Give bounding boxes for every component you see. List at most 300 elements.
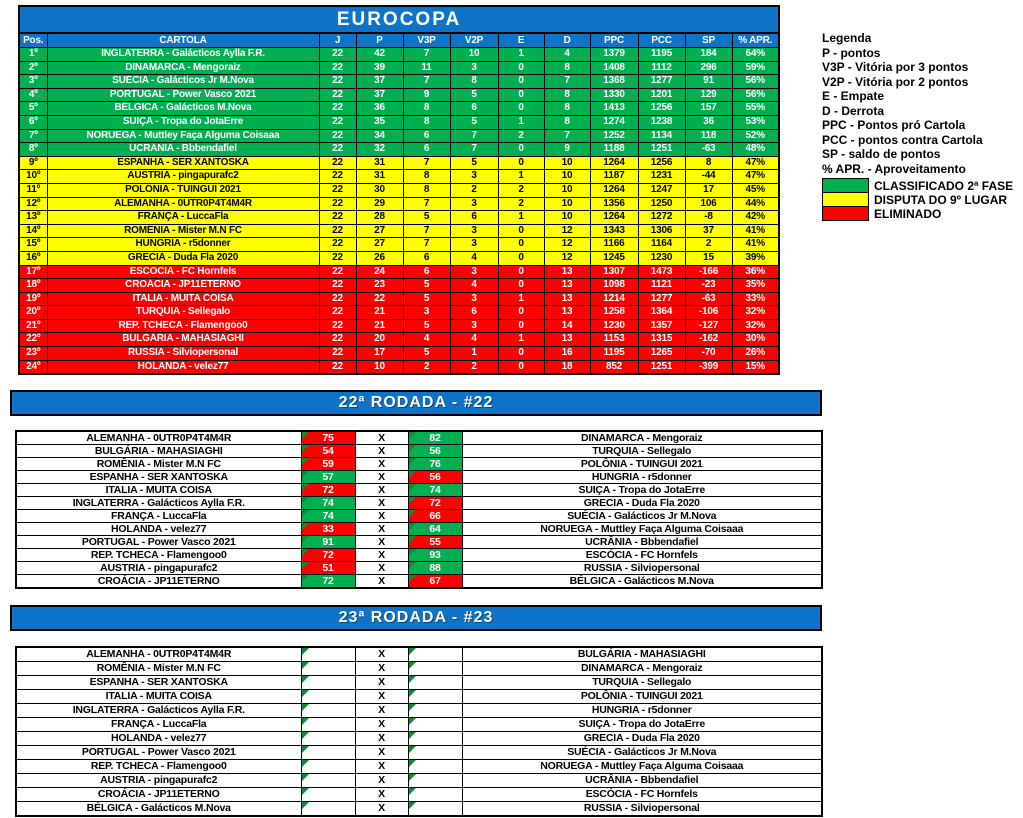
home-score-cell-empty [301,676,355,690]
apr-percent-cell: 39% [732,251,779,265]
versus-cell: X [355,690,408,704]
games-cell: 22 [319,333,356,347]
losses-cell: 14 [544,319,590,333]
team-cell: INGLATERRA - Galácticos Aylla F.R. [47,48,319,62]
match-row [16,523,822,536]
points-cell: 35 [356,115,403,129]
ppc-cell: 1343 [590,224,638,238]
home-score-cell-empty [301,662,355,676]
standings-row [19,48,779,62]
points-cell: 30 [356,183,403,197]
v2p-cell: 3 [450,170,498,184]
sp-cell: 91 [685,75,732,89]
legend-item: PPC - Pontos pró Cartola [822,118,966,132]
games-cell: 22 [319,238,356,252]
draws-cell: 0 [498,279,544,293]
versus-cell: X [355,562,408,575]
legend [822,31,1013,221]
position-cell: 20º [19,306,47,320]
home-team-cell: PORTUGAL - Power Vasco 2021 [16,536,301,549]
cell-note-triangle-icon [409,746,416,753]
away-score-cell [408,536,462,549]
games-cell: 22 [319,197,356,211]
apr-percent-cell: 48% [732,143,779,157]
games-cell: 22 [319,347,356,361]
home-score-cell-empty [301,690,355,704]
position-cell: 5º [19,102,47,116]
cell-note-triangle-icon [302,484,309,491]
standings-row [19,75,779,89]
away-team-cell: UCRÂNIA - Bbbendafiel [462,774,822,788]
v3p-cell: 6 [403,143,450,157]
away-score-value: 67 [429,575,441,587]
position-cell: 17º [19,265,47,279]
standings-row [19,197,779,211]
cell-note-triangle-icon [302,690,309,697]
match-row [16,536,822,549]
legend-zone-row [822,206,1013,221]
sp-cell: 296 [685,61,732,75]
zone-label: ELIMINADO [874,206,942,221]
losses-cell: 4 [544,48,590,62]
points-cell: 24 [356,265,403,279]
cell-note-triangle-icon [409,471,416,478]
col-header-pos: Pos. [19,33,47,48]
points-cell: 31 [356,156,403,170]
v2p-cell: 7 [450,129,498,143]
team-cell: DINAMARCA - Mengoraiz [47,61,319,75]
home-team-cell: BULGÁRIA - MAHASIAGHI [16,445,301,458]
pcc-cell: 1195 [638,48,685,62]
away-score-value: 64 [429,523,441,535]
pcc-cell: 1251 [638,143,685,157]
position-cell: 3º [19,75,47,89]
away-score-value: 56 [429,445,441,457]
points-cell: 29 [356,197,403,211]
games-cell: 22 [319,115,356,129]
standings-row [19,88,779,102]
ppc-cell: 1230 [590,319,638,333]
position-cell: 8º [19,143,47,157]
home-team-cell: CROÁCIA - JP11ETERNO [16,575,301,589]
away-team-cell: HUNGRIA - r5donner [462,471,822,484]
home-score-value: 74 [322,497,334,509]
round22-table [15,430,823,589]
away-team-cell: RUSSIA - Silviopersonal [462,562,822,575]
match-row [16,704,822,718]
apr-percent-cell: 52% [732,129,779,143]
cell-note-triangle-icon [302,536,309,543]
sp-cell: 129 [685,88,732,102]
standings-row [19,224,779,238]
versus-cell: X [355,760,408,774]
v3p-cell: 5 [403,319,450,333]
versus-cell: X [355,575,408,589]
cell-note-triangle-icon [409,484,416,491]
ppc-cell: 1264 [590,211,638,225]
home-score-value: 74 [322,510,334,522]
cell-note-triangle-icon [302,562,309,569]
home-score-cell-empty [301,802,355,817]
draws-cell: 0 [498,156,544,170]
position-cell: 2º [19,61,47,75]
v3p-cell: 2 [403,360,450,374]
pcc-cell: 1250 [638,197,685,211]
cell-note-triangle-icon [302,788,309,795]
zone-label: CLASSIFICADO 2ª FASE [874,178,1014,193]
cell-note-triangle-icon [302,774,309,781]
home-score-cell [301,562,355,575]
points-cell: 22 [356,292,403,306]
games-cell: 22 [319,211,356,225]
standings-row [19,292,779,306]
away-score-cell-empty [408,690,462,704]
draws-cell: 0 [498,360,544,374]
sp-cell: 37 [685,224,732,238]
position-cell: 19º [19,292,47,306]
match-row [16,647,822,662]
standings-row [19,265,779,279]
position-cell: 4º [19,88,47,102]
losses-cell: 10 [544,170,590,184]
points-cell: 42 [356,48,403,62]
legend-zone-row [822,178,1013,193]
col-header-pcc: PCC [638,33,685,48]
points-cell: 34 [356,129,403,143]
home-score-cell-empty [301,732,355,746]
games-cell: 22 [319,102,356,116]
pcc-cell: 1265 [638,347,685,361]
draws-cell: 1 [498,211,544,225]
sp-cell: -162 [685,333,732,347]
sp-cell: 106 [685,197,732,211]
home-score-value: 59 [322,458,334,470]
v2p-cell: 3 [450,224,498,238]
team-cell: GRECIA - Duda Fla 2020 [47,251,319,265]
apr-percent-cell: 56% [732,88,779,102]
position-cell: 18º [19,279,47,293]
cell-note-triangle-icon [302,549,309,556]
v3p-cell: 8 [403,102,450,116]
pcc-cell: 1277 [638,292,685,306]
sp-cell: -63 [685,292,732,306]
col-header-p: P [356,33,403,48]
losses-cell: 13 [544,333,590,347]
away-score-cell-empty [408,676,462,690]
away-score-cell [408,510,462,523]
home-score-cell [301,575,355,589]
col-header-ppc: PPC [590,33,638,48]
draws-cell: 0 [498,319,544,333]
cell-note-triangle-icon [409,788,416,795]
cell-note-triangle-icon [409,718,416,725]
apr-percent-cell: 35% [732,279,779,293]
losses-cell: 10 [544,156,590,170]
cell-note-triangle-icon [409,802,416,809]
match-row [16,458,822,471]
cell-note-triangle-icon [409,562,416,569]
points-cell: 36 [356,102,403,116]
home-team-cell: BÉLGICA - Galácticos M.Nova [16,802,301,817]
home-score-cell-empty [301,788,355,802]
col-header-cartola: CARTOLA [47,33,319,48]
v2p-cell: 6 [450,102,498,116]
away-team-cell: UCRÂNIA - Bbbendafiel [462,536,822,549]
draws-cell: 2 [498,197,544,211]
cell-note-triangle-icon [302,802,309,809]
ppc-cell: 1195 [590,347,638,361]
legend-zone-row [822,192,1013,207]
cell-note-triangle-icon [302,575,309,582]
standings-row [19,115,779,129]
away-score-value: 93 [429,549,441,561]
legend-item: D - Derrota [822,103,885,118]
v2p-cell: 1 [450,347,498,361]
apr-percent-cell: 41% [732,224,779,238]
team-cell: UCRÂNIA - Bbbendafiel [47,143,319,157]
home-score-value: 57 [322,471,334,483]
match-row [16,575,822,589]
v2p-cell: 8 [450,75,498,89]
away-score-cell-empty [408,718,462,732]
home-score-value: 54 [322,445,334,457]
cell-note-triangle-icon [302,732,309,739]
position-cell: 14º [19,224,47,238]
team-cell: ESPANHA - SER XANTOSKA [47,156,319,170]
games-cell: 22 [319,279,356,293]
apr-percent-cell: 53% [732,115,779,129]
legend-item: % APR. - Aproveitamento [822,161,966,176]
standings-header-row [19,33,779,48]
home-score-cell [301,458,355,471]
col-header-d: D [544,33,590,48]
losses-cell: 8 [544,61,590,75]
draws-cell: 0 [498,224,544,238]
standings-row [19,183,779,197]
legend-title: Legenda [822,31,872,45]
team-cell: BULGÁRIA - MAHASIAGHI [47,333,319,347]
position-cell: 22º [19,333,47,347]
match-row [16,788,822,802]
zone-label: DISPUTA DO 9º LUGAR [874,192,1008,207]
versus-cell: X [355,774,408,788]
ppc-cell: 1187 [590,170,638,184]
standings-table [18,5,780,375]
cell-note-triangle-icon [409,662,416,669]
ppc-cell: 1330 [590,88,638,102]
points-cell: 26 [356,251,403,265]
apr-percent-cell: 64% [732,48,779,62]
apr-percent-cell: 55% [732,102,779,116]
standings-row [19,211,779,225]
v3p-cell: 7 [403,48,450,62]
team-cell: POLÔNIA - TUINGUI 2021 [47,183,319,197]
standings-row [19,347,779,361]
away-team-cell: DINAMARCA - Mengoraiz [462,662,822,676]
cell-note-triangle-icon [409,648,416,655]
home-score-cell-empty [301,647,355,662]
home-team-cell: REP. TCHECA - Flamengoo0 [16,760,301,774]
cell-note-triangle-icon [302,523,309,530]
losses-cell: 8 [544,115,590,129]
match-row [16,510,822,523]
draws-cell: 1 [498,333,544,347]
team-cell: HUNGRIA - r5donner [47,238,319,252]
cell-note-triangle-icon [302,497,309,504]
col-header-apr: % APR. [732,33,779,48]
points-cell: 21 [356,306,403,320]
losses-cell: 8 [544,102,590,116]
v2p-cell: 3 [450,292,498,306]
versus-cell: X [355,802,408,817]
cell-note-triangle-icon [302,676,309,683]
team-cell: ITALIA - MUITA COISA [47,292,319,306]
position-cell: 23º [19,347,47,361]
sp-cell: -106 [685,306,732,320]
draws-cell: 0 [498,265,544,279]
col-header-sp: SP [685,33,732,48]
team-cell: REP. TCHECA - Flamengoo0 [47,319,319,333]
cell-note-triangle-icon [409,690,416,697]
sp-cell: -166 [685,265,732,279]
team-cell: HOLANDA - velez77 [47,360,319,374]
home-team-cell: ITALIA - MUITA COISA [16,690,301,704]
home-team-cell: FRANÇA - LuccaFla [16,718,301,732]
ppc-cell: 1258 [590,306,638,320]
round22-title: 22ª RODADA - #22 [338,394,494,411]
v3p-cell: 7 [403,224,450,238]
cell-note-triangle-icon [409,676,416,683]
home-team-cell: ALEMANHA - 0UTR0P4T4M4R [16,431,301,445]
v3p-cell: 8 [403,170,450,184]
apr-percent-cell: 56% [732,75,779,89]
sp-cell: 36 [685,115,732,129]
away-score-cell [408,562,462,575]
away-team-cell: SUIÇA - Tropa do JotaErre [462,484,822,497]
v2p-cell: 2 [450,183,498,197]
home-score-value: 51 [322,562,334,574]
match-row [16,497,822,510]
home-team-cell: ESPANHA - SER XANTOSKA [16,471,301,484]
position-cell: 11º [19,183,47,197]
ppc-cell: 852 [590,360,638,374]
match-row [16,802,822,817]
home-team-cell: REP. TCHECA - Flamengoo0 [16,549,301,562]
away-team-cell: DINAMARCA - Mengoraiz [462,431,822,445]
home-team-cell: FRANÇA - LuccaFla [16,510,301,523]
away-team-cell: POLÔNIA - TUINGUI 2021 [462,690,822,704]
home-score-cell [301,549,355,562]
away-score-cell [408,458,462,471]
v2p-cell: 6 [450,211,498,225]
match-row [16,484,822,497]
home-score-cell [301,523,355,536]
sp-cell: -127 [685,319,732,333]
home-score-cell [301,510,355,523]
home-team-cell: ROMÊNIA - Mister M.N FC [16,458,301,471]
games-cell: 22 [319,183,356,197]
v2p-cell: 2 [450,360,498,374]
ppc-cell: 1307 [590,265,638,279]
draws-cell: 0 [498,75,544,89]
cell-note-triangle-icon [409,536,416,543]
round22-banner [10,390,822,416]
losses-cell: 16 [544,347,590,361]
sp-cell: -399 [685,360,732,374]
v3p-cell: 5 [403,292,450,306]
home-team-cell: CROÁCIA - JP11ETERNO [16,788,301,802]
versus-cell: X [355,497,408,510]
pcc-cell: 1315 [638,333,685,347]
points-cell: 17 [356,347,403,361]
versus-cell: X [355,732,408,746]
home-score-value: 72 [322,575,334,587]
cell-note-triangle-icon [409,704,416,711]
away-score-cell [408,445,462,458]
away-score-cell [408,471,462,484]
cell-note-triangle-icon [409,432,416,439]
standings-row [19,143,779,157]
pcc-cell: 1277 [638,75,685,89]
v2p-cell: 5 [450,115,498,129]
team-cell: AUSTRIA - pingapurafc2 [47,170,319,184]
pcc-cell: 1230 [638,251,685,265]
legend-item: PCC - pontos contra Cartola [822,132,983,147]
apr-percent-cell: 36% [732,265,779,279]
position-cell: 15º [19,238,47,252]
games-cell: 22 [319,129,356,143]
match-row [16,562,822,575]
home-team-cell: ROMÊNIA - Mister M.N FC [16,662,301,676]
cell-note-triangle-icon [302,662,309,669]
pcc-cell: 1364 [638,306,685,320]
apr-percent-cell: 32% [732,306,779,320]
points-cell: 21 [356,319,403,333]
v3p-cell: 7 [403,75,450,89]
col-header-v2p: V2P [450,33,498,48]
versus-cell: X [355,549,408,562]
team-cell: ALEMANHA - 0UTR0P4T4M4R [47,197,319,211]
away-score-value: 56 [429,471,441,483]
ppc-cell: 1245 [590,251,638,265]
cell-note-triangle-icon [302,510,309,517]
games-cell: 22 [319,360,356,374]
pcc-cell: 1256 [638,156,685,170]
position-cell: 16º [19,251,47,265]
v3p-cell: 5 [403,347,450,361]
apr-percent-cell: 47% [732,156,779,170]
away-score-cell-empty [408,760,462,774]
losses-cell: 13 [544,306,590,320]
sp-cell: 157 [685,102,732,116]
losses-cell: 12 [544,251,590,265]
match-row [16,718,822,732]
points-cell: 20 [356,333,403,347]
ppc-cell: 1413 [590,102,638,116]
cell-note-triangle-icon [409,523,416,530]
versus-cell: X [355,458,408,471]
games-cell: 22 [319,156,356,170]
draws-cell: 1 [498,115,544,129]
pcc-cell: 1201 [638,88,685,102]
position-cell: 7º [19,129,47,143]
v3p-cell: 9 [403,88,450,102]
pcc-cell: 1238 [638,115,685,129]
draws-cell: 0 [498,88,544,102]
games-cell: 22 [319,143,356,157]
draws-cell: 0 [498,306,544,320]
cell-note-triangle-icon [409,760,416,767]
